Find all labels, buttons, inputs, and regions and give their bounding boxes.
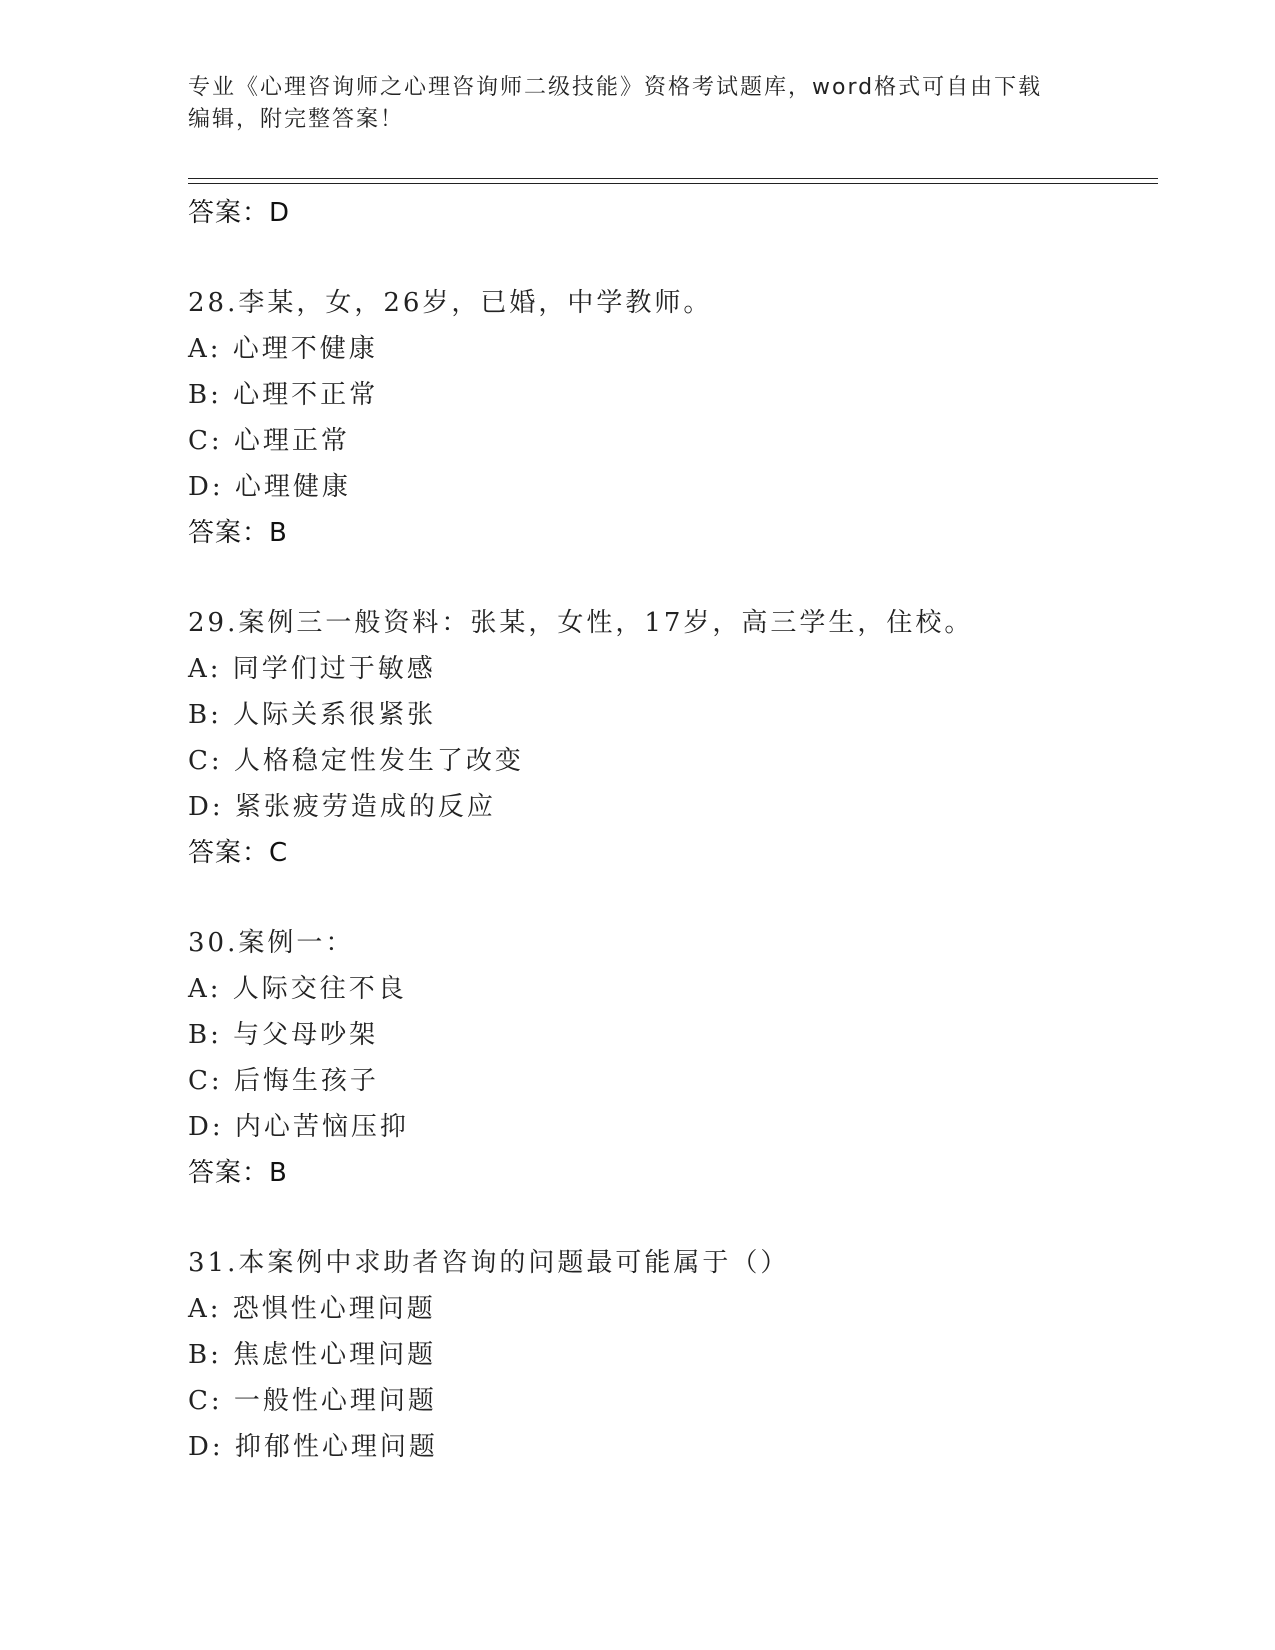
header-divider-bottom: [188, 183, 1158, 184]
option-b: B: 与父母吵架: [188, 1020, 379, 1050]
question-list: [188, 190, 1158, 1470]
option-a: A: 恐惧性心理问题: [188, 1294, 436, 1324]
option-d: D: 紧张疲劳造成的反应: [188, 792, 496, 822]
question-28: [188, 280, 1158, 556]
answer-line: 答案：C: [188, 838, 289, 868]
question-title: 31.本案例中求助者咨询的问题最可能属于（）: [188, 1248, 790, 1278]
document-header: [188, 72, 1088, 136]
option-d: D: 抑郁性心理问题: [188, 1432, 438, 1462]
option-b: B: 焦虑性心理问题: [188, 1340, 437, 1370]
option-c: C: 心理正常: [188, 426, 350, 456]
option-b: B: 人际关系很紧张: [188, 700, 437, 730]
option-a: A: 人际交往不良: [188, 974, 407, 1004]
answer-line: 答案：B: [188, 518, 288, 548]
option-c: C: 一般性心理问题: [188, 1386, 437, 1416]
option-d: D: 内心苦恼压抑: [188, 1112, 409, 1142]
option-b: B: 心理不正常: [188, 380, 379, 410]
option-a: A: 同学们过于敏感: [188, 654, 436, 684]
answer-line: 答案：D: [188, 198, 291, 228]
header-divider-top: [188, 178, 1158, 179]
question-29: [188, 600, 1158, 876]
option-c: C: 后悔生孩子: [188, 1066, 379, 1096]
option-d: D: 心理健康: [188, 472, 351, 502]
question-title: 30.案例一：: [188, 928, 355, 958]
question-31: [188, 1240, 1158, 1470]
option-c: C: 人格稳定性发生了改变: [188, 746, 524, 776]
question-title: 28.李某，女，26岁，已婚，中学教师。: [188, 288, 713, 318]
header-line-1: 专业《心理咨询师之心理咨询师二级技能》资格考试题库，word格式可自由下载: [188, 75, 1043, 100]
header-line-2: 编辑，附完整答案！: [188, 107, 405, 132]
question-30: [188, 920, 1158, 1196]
question-title: 29.案例三一般资料：张某，女性，17岁，高三学生，住校。: [188, 608, 974, 638]
answer-line: 答案：B: [188, 1158, 288, 1188]
option-a: A: 心理不健康: [188, 334, 378, 364]
